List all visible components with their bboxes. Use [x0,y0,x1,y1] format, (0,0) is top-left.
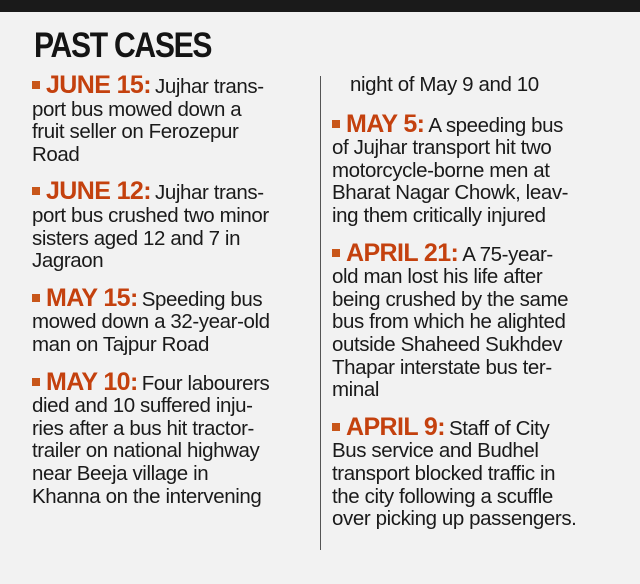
bullet-icon [332,249,340,257]
bullet-icon [32,187,40,195]
case-text-line: man on Tajpur Road [32,332,210,356]
case-text-line: over picking up passengers. [332,507,577,531]
case-text-line: A speeding bus [428,113,563,137]
case-text-line: transport blocked traffic in [332,461,556,485]
case-text-line: Thapar interstate bus ter- [332,355,552,379]
bullet-icon [332,120,340,128]
case-date: APRIL 9: [346,412,445,441]
case-text-line: Four labourers [141,371,270,395]
case-entry-april-9 [332,412,632,531]
case-text-line: Jujhar trans- [154,75,264,98]
case-text-line: A 75-year- [462,242,553,266]
case-entry-may-10-continued [332,74,632,97]
case-entry-april-21 [332,238,632,402]
right-column [332,74,632,531]
left-column [32,71,308,508]
case-text-line: bus from which he alighted [332,310,566,334]
case-text-line: old man lost his life after [332,265,543,289]
case-text-line: Bharat Nagar Chowk, leav- [332,181,569,205]
case-date: APRIL 21: [346,238,459,267]
case-text-line: night of May 9 and 10 [350,73,539,96]
bullet-icon [332,423,340,431]
case-text-line: of Jujhar transport hit two [332,136,552,160]
case-text-line: minal [332,378,379,402]
case-entry-may-5 [332,109,632,228]
case-entry-june-12 [32,177,308,273]
case-text-line: Jujhar trans- [154,181,264,205]
column-divider [320,76,321,550]
case-entry-may-15 [32,283,308,357]
case-text-line: ing them critically injured [332,203,546,227]
case-text-line: Khanna on the intervening [32,484,262,508]
bullet-icon [32,378,40,386]
case-date: JUNE 15: [46,71,151,99]
case-text-line: motorcycle-borne men at [332,158,550,182]
case-text-line: Staff of City [448,416,550,440]
case-text-line: Bus service and Budhel [332,439,539,463]
page-title: PAST CASES [34,26,212,65]
case-text-line: died and 10 suffered inju- [32,394,253,418]
case-text-line: Road [32,142,80,166]
case-text-line: near Beeja village in [32,461,209,485]
bullet-icon [32,294,40,302]
case-text-line: port bus mowed down a [32,97,242,121]
case-text-line: mowed down a 32-year-old [32,310,270,334]
case-text-line: sisters aged 12 and 7 in [32,226,241,250]
case-entry-june-15 [32,71,308,166]
case-text-line: Jagraon [32,249,104,273]
case-text-line: trailer on national highway [32,439,260,463]
case-date: JUNE 12: [46,177,151,206]
case-text-line: Speeding bus [141,287,263,311]
top-rule [0,0,640,12]
case-date: MAY 10: [46,367,138,396]
bullet-icon [32,81,40,89]
case-text-line: fruit seller on Ferozepur [32,120,239,144]
case-text-line: port bus crushed two minor [32,203,269,227]
case-text-line: the city following a scuffle [332,484,553,508]
case-date: MAY 5: [346,109,425,138]
case-entry-may-10 [32,367,308,509]
case-date: MAY 15: [46,283,138,312]
case-text-line: outside Shaheed Sukhdev [332,332,563,356]
case-text-line: being crushed by the same [332,287,569,311]
case-text-line: ries after a bus hit tractor- [32,416,254,440]
